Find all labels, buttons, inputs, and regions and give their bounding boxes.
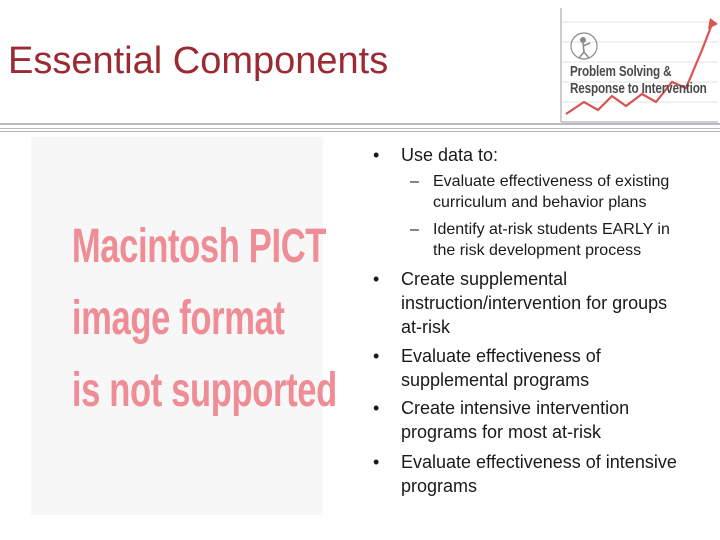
- bullet-text: programs: [401, 476, 478, 496]
- bullet-text: supplemental programs: [401, 370, 590, 390]
- bullet-marker: •: [373, 346, 380, 366]
- sub-bullet-text: Identify at-risk students EARLY in: [433, 221, 670, 238]
- logo-text-line: Problem Solving &: [570, 63, 672, 80]
- bullet-text: Evaluate effectiveness of intensive: [401, 452, 677, 472]
- bullet-text: Create intensive intervention: [401, 398, 630, 418]
- bullet-marker: •: [373, 145, 380, 165]
- bullet-text: at-risk: [401, 317, 450, 337]
- bullet-marker: •: [373, 398, 380, 418]
- bullet-text: Evaluate effectiveness of: [401, 346, 601, 366]
- bullet-text: Use data to:: [401, 145, 499, 165]
- placeholder-text: image format: [71, 292, 285, 345]
- sub-bullet-marker: –: [410, 221, 419, 238]
- sub-bullet-marker: –: [410, 173, 419, 190]
- placeholder-text: Macintosh PICT: [71, 220, 327, 273]
- sub-bullet-text: the risk development process: [433, 242, 642, 259]
- bullet-text: programs for most at-risk: [401, 422, 602, 442]
- bullet-text: Create supplemental: [401, 269, 568, 289]
- sub-bullet-text: Evaluate effectiveness of existing: [433, 173, 670, 190]
- slide-title: Essential Components: [8, 40, 389, 82]
- bullet-text: instruction/intervention for groups: [401, 293, 668, 313]
- logo-text-line: Response to Intervention: [570, 80, 707, 97]
- sub-bullet-text: curriculum and behavior plans: [433, 194, 647, 211]
- placeholder-text: is not supported: [71, 364, 337, 417]
- bullet-marker: •: [373, 452, 380, 472]
- bullet-marker: •: [373, 269, 380, 289]
